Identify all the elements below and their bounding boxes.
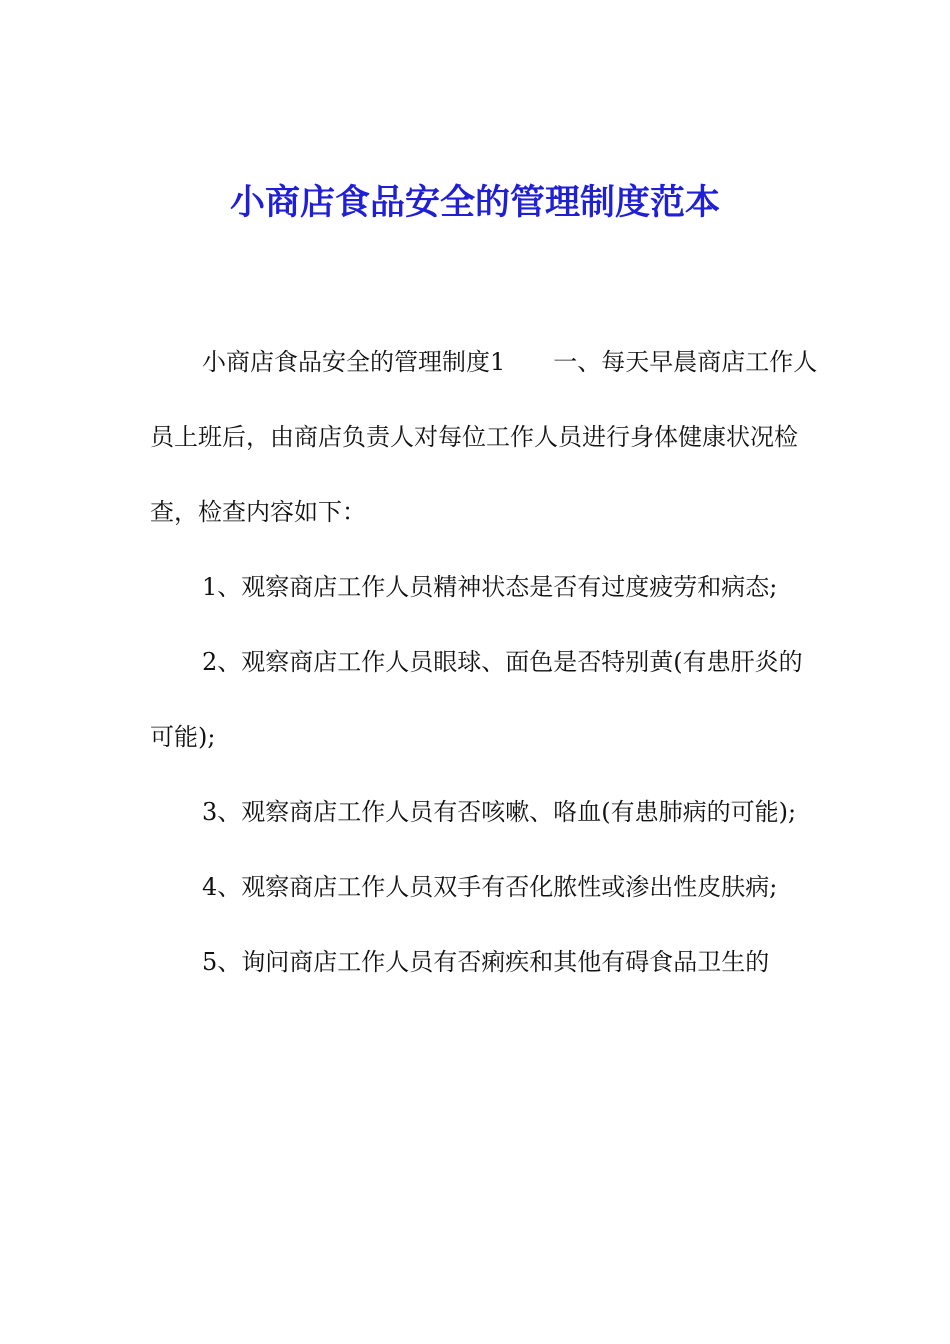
list-item-5: 5、询问商店工作人员有否痢疾和其他有碍食品卫生的 [202, 948, 770, 976]
list-item-4: 4、观察商店工作人员双手有否化脓性或渗出性皮肤病; [202, 873, 778, 901]
document-title: 小商店食品安全的管理制度范本 [229, 182, 720, 223]
intro-text: 一、每天早晨商店工作人员上班后，由商店负责人对每位工作人员进行身体健康状况检查，检查内容如下： [150, 348, 818, 526]
document-body [150, 325, 820, 1000]
list-item-3: 3、观察商店工作人员有否咳嗽、咯血(有患肺病的可能); [202, 798, 797, 826]
intro-heading: 小商店食品安全的管理制度1 [202, 348, 506, 376]
intro-paragraph [150, 325, 820, 550]
list-item-2: 2、观察商店工作人员眼球、面色是否特别黄(有患肝炎的可能); [150, 648, 803, 751]
list-item-1: 1、观察商店工作人员精神状态是否有过度疲劳和病态; [202, 573, 778, 601]
